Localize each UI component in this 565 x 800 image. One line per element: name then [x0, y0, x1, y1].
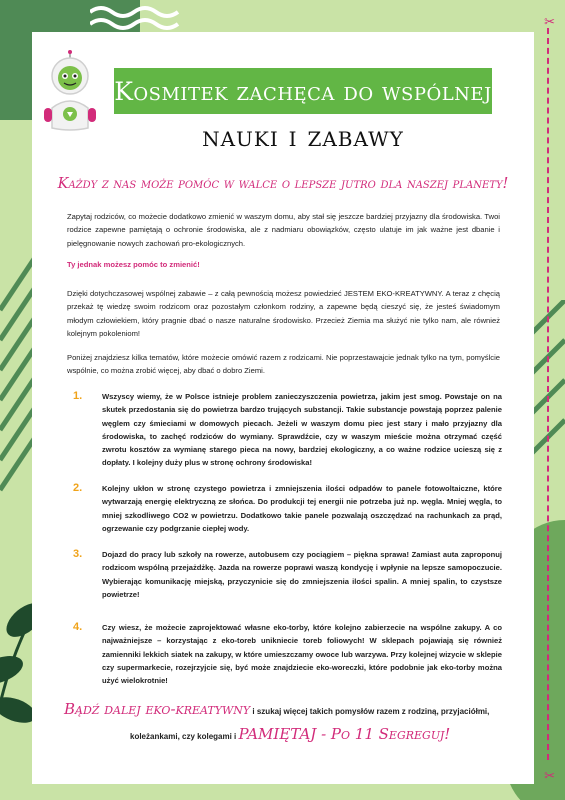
- item-number: 3.: [73, 548, 83, 560]
- footer-line-1: [64, 700, 489, 719]
- title-banner: [114, 68, 492, 114]
- scissors-icon: ✂: [544, 768, 555, 783]
- item-text: Czy wiesz, że możecie zaprojektować własne eko-torby, które kolejno zabierzecie na wspólne zakupy. A co najważniejsze – korzystając z eko-toreb unikniecie toreb foliowych! W sklepach pojawiają się również zamienniki lekkich siatek na zakupy, w które umieszczamy owoce lub warzywa. Przy kolejnej wizycie w sklepie czy supermarkecie, rozejrzyjcie się, być może znajdziecie eko-woreczki, które podobnie jak eko-torby można użyć wielokrotnie!: [102, 623, 502, 686]
- item-number: 1.: [73, 390, 83, 402]
- highlight-text: Ty jednak możesz pomóc to zmienić!: [67, 260, 200, 269]
- item-number: 2.: [73, 482, 83, 494]
- subtitle: Każdy z nas może pomóc w walce o lepsze jutro dla naszej planety!: [57, 176, 509, 192]
- page-title-line2: nauki i zabawy: [202, 120, 404, 153]
- intro-paragraph: Zapytaj rodziców, co możecie dodatkowo zmienić w waszym domu, aby stał się jeszcze bardziej przyjazny dla środowiska. Twoi rodzice zapewne pamiętają o ochronie środowiska, ale z nadmiaru obowiązków, często ulatuje im jak ważne jest dbanie i pielęgnowanie nowych zachowań pro-ekologicznych.: [67, 212, 500, 248]
- footer-script-pamietaj: PAMIĘTAJ - Po 11 Segreguj!: [238, 725, 451, 743]
- paragraph-topics: Poniżej znajdziesz kilka tematów, które możecie omówić razem z rodzicami. Nie poprzestawajcie jednak tylko na tym, pomyślcie wspólnie, co można zrobić więcej, aby dbać o dobro Ziemi.: [67, 353, 500, 376]
- cut-line: [547, 28, 549, 760]
- item-text: Dojazd do pracy lub szkoły na rowerze, autobusem czy pociągiem – piękna sprawa! Zamiast auta zaproponuj rodzicom wspólną przejażdżkę. Jazda na rowerze poprawi waszą kondycję i wpłynie na lepsze samopoczucie. Wybierając komunikację miejską, przyczynicie się do zmniejszenia ilości spalin. A mniej spalin, to czystsze powietrze!: [102, 550, 502, 599]
- scissors-icon: ✂: [544, 14, 555, 29]
- mascot-robot-icon: [40, 50, 100, 134]
- item-number: 4.: [73, 621, 83, 633]
- footer-text-1: i szukaj więcej takich pomysłów razem z rodziną, przyjaciółmi,: [250, 707, 490, 716]
- background-waves: [90, 4, 180, 32]
- page-title: Kosmitek zachęca do wspólnej: [114, 76, 492, 106]
- footer-line-2: [130, 725, 450, 744]
- item-text: Kolejny ukłon w stronę czystego powietrza i zmniejszenia ilości odpadów to panele fotowoltaiczne, które wytwarzają energię elektryczną ze słońca. Do produkcji tej energii nie potrzeba już np. węgla. Mniej węgla, to mniej szkodliwego CO2 w powietrzu. Dodatkowo takie panele pozwalają oszczędzać na rachunkach za prąd, ogrzewanie czy podgrzanie ciepłej wody.: [102, 484, 502, 533]
- footer-text-2: koleżankami, czy kolegami i: [130, 732, 239, 741]
- footer-script-eko: Bądź dalej eko-kreatywny: [64, 700, 251, 718]
- paragraph-eko-kreatywny: Dzięki dotychczasowej wspólnej zabawie – z całą pewnością możesz powiedzieć JESTEM EKO-KREATYWNY. A teraz z chęcią przekaż tę wiedzę swoim rodzicom oraz pozostałym członkom rodziny, a zapewne będą cieszyć się, że jesteś świadomym młodym człowiekiem, który pragnie dbać o nasze naturalne środowisko. Przecież Ziemia ma służyć nie tylko nam, ale również kolejnym pokoleniom!: [67, 289, 500, 338]
- item-text: Wszyscy wiemy, że w Polsce istnieje problem zanieczyszczenia powietrza, jakim jest smog. Powstaje on na skutek przedostania się do powietrza bardzo trujących substancji. Takie substancje powstają poprzez palenie węglem czy śmieciami w domowych piecach. Jeżeli w waszym domu piec jest stary i mało przyjazny dla środowiska, to zachęć rodziców do wymiany. Sprawdźcie, czy w waszym mieście można otrzymać część zwrotu kosztów za wymianę starego pieca na nowy, bardziej ekologiczny, a co ważne rodzice ucieszą się z dopłaty. I kolejny duży plus w stronę ochrony środowiska!: [102, 392, 502, 468]
